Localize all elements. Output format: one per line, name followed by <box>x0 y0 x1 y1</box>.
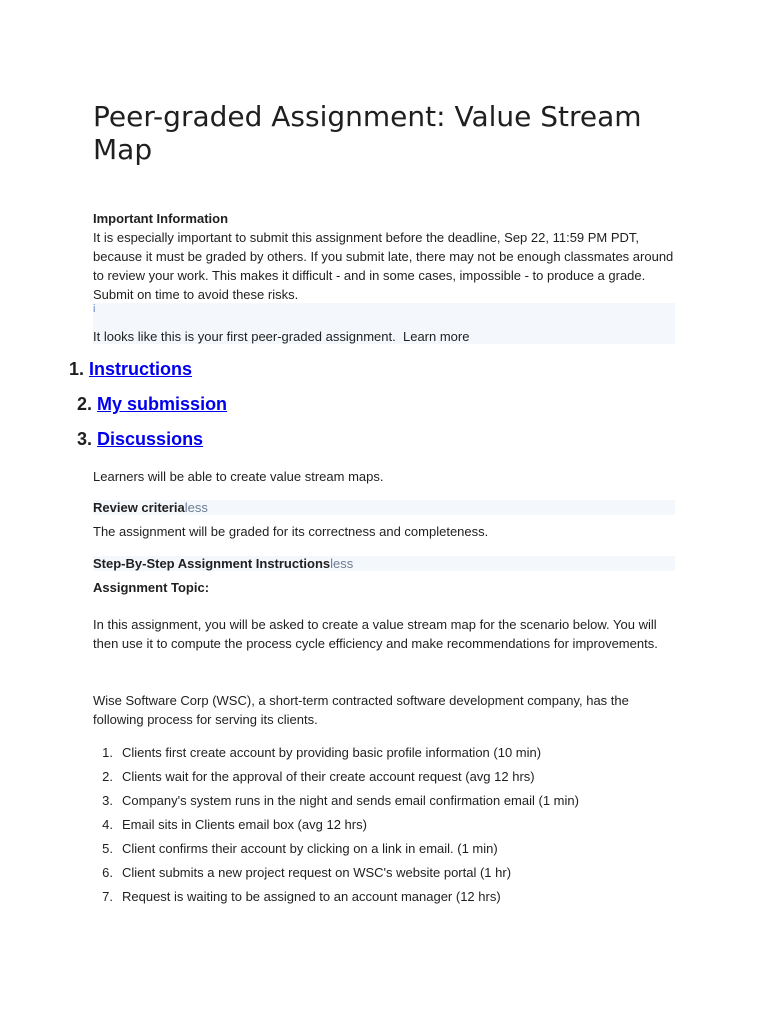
assignment-paragraph: In this assignment, you will be asked to create a value stream map for the scenario below. You will then use it to compute the process cycle efficiency and make recommendations for improvements. <box>93 617 658 651</box>
assignment-topic-label: Assignment Topic: <box>93 580 210 595</box>
list-text: Company's system runs in the night and sends email confirmation email (1 min) <box>122 793 579 808</box>
notice-text-row <box>93 328 469 345</box>
nav-item-instructions[interactable] <box>69 358 369 380</box>
important-body: It is especially important to submit this assignment before the deadline, Sep 22, 11:59 PM PDT, because it must be graded by others. If you submit late, there may not be enough classmates around to review your work. This makes it difficult - and in some cases, impossible - to produce a grade. Submit on time to avoid these risks. <box>93 230 674 302</box>
process-steps-list <box>93 741 675 909</box>
list-number: 1. <box>102 745 113 760</box>
list-item <box>93 765 675 789</box>
list-text: Clients first create account by providing basic profile information (10 min) <box>122 745 542 760</box>
discussions-link[interactable]: Discussions <box>97 429 204 449</box>
list-text: Client confirms their account by clicking on a link in email. (1 min) <box>122 841 498 856</box>
review-criteria-body: The assignment will be graded for its correctness and completeness. <box>93 524 489 539</box>
step-instructions-heading: Step-By-Step Assignment Instructions <box>93 556 331 571</box>
list-text: Email sits in Clients email box (avg 12 hrs) <box>122 817 367 832</box>
list-item <box>93 741 675 765</box>
my-submission-link[interactable]: My submission <box>97 394 228 414</box>
nav-item-my-submission[interactable] <box>77 393 377 415</box>
list-item <box>93 861 675 885</box>
important-heading: Important Information <box>93 211 229 226</box>
list-number: 2. <box>102 769 113 784</box>
first-assignment-notice <box>93 303 675 344</box>
list-number: 4. <box>102 817 113 832</box>
nav-number: 3. <box>77 429 93 449</box>
nav-number: 1. <box>69 359 85 379</box>
list-item <box>93 885 675 909</box>
page-title: Peer-graded Assignment: Value Stream Map <box>93 100 642 166</box>
step-instructions-header <box>93 556 675 571</box>
list-number: 3. <box>102 793 113 808</box>
list-number: 5. <box>102 841 113 856</box>
instructions-link[interactable]: Instructions <box>89 359 193 379</box>
list-item <box>93 837 675 861</box>
list-text: Clients wait for the approval of their create account request (avg 12 hrs) <box>122 769 535 784</box>
list-text: Client submits a new project request on WSC's website portal (1 hr) <box>122 865 512 880</box>
intro-text: Learners will be able to create value stream maps. <box>93 469 384 484</box>
list-number: 6. <box>102 865 113 880</box>
review-toggle[interactable]: less <box>184 500 208 515</box>
review-criteria-heading: Review criteria <box>93 500 185 515</box>
step-instructions-toggle[interactable]: less <box>330 556 354 571</box>
list-text: Request is waiting to be assigned to an account manager (12 hrs) <box>122 889 501 904</box>
nav-item-discussions[interactable] <box>77 428 377 450</box>
notice-text: It looks like this is your first peer-graded assignment. <box>93 329 396 344</box>
nav-number: 2. <box>77 394 93 414</box>
review-criteria-header <box>93 500 675 515</box>
list-item <box>93 789 675 813</box>
learn-more-link[interactable]: Learn more <box>402 329 470 344</box>
info-icon: i <box>93 303 96 315</box>
list-number: 7. <box>102 889 113 904</box>
company-paragraph: Wise Software Corp (WSC), a short-term contracted software development company, has the following process for serving its clients. <box>93 693 629 727</box>
list-item <box>93 813 675 837</box>
